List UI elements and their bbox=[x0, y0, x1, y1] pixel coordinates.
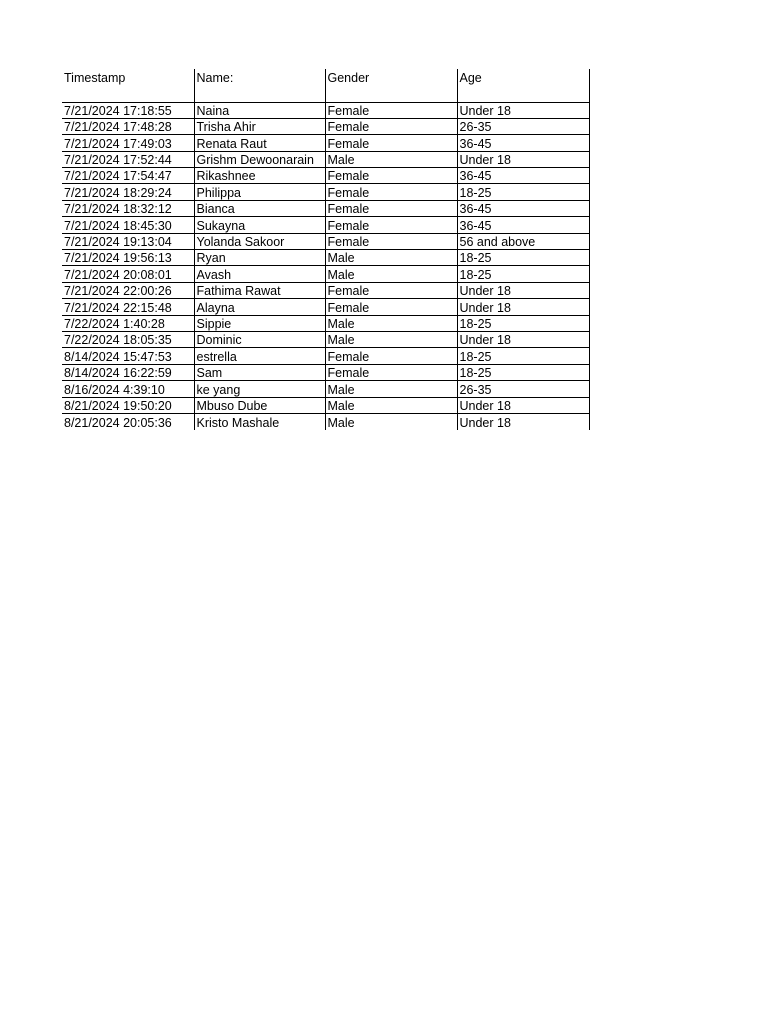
cell-gender: Male bbox=[325, 266, 457, 282]
cell-name: Yolanda Sakoor bbox=[194, 233, 325, 249]
header-age: Age bbox=[457, 69, 589, 102]
cell-age: Under 18 bbox=[457, 331, 589, 347]
cell-name: Kristo Mashale bbox=[194, 413, 325, 429]
cell-gender: Female bbox=[325, 102, 457, 118]
cell-timestamp: 7/21/2024 17:52:44 bbox=[62, 151, 194, 167]
cell-age: 36-45 bbox=[457, 135, 589, 151]
header-row bbox=[62, 69, 589, 102]
cell-name: Sippie bbox=[194, 315, 325, 331]
cell-timestamp: 8/21/2024 20:05:36 bbox=[64, 415, 172, 430]
table-row bbox=[62, 299, 589, 315]
cell-name: Alayna bbox=[194, 299, 325, 315]
cell-gender: Male bbox=[325, 331, 457, 347]
cell-name: Trisha Ahir bbox=[194, 118, 325, 134]
cell-age: Under 18 bbox=[457, 299, 589, 315]
cell-age: 36-45 bbox=[457, 168, 589, 184]
cell-age: 18-25 bbox=[457, 315, 589, 331]
cell-timestamp: 7/21/2024 18:45:30 bbox=[62, 217, 194, 233]
table-row bbox=[62, 381, 589, 397]
cell-name: Renata Raut bbox=[194, 135, 325, 151]
cell-timestamp: 7/21/2024 17:18:55 bbox=[62, 102, 194, 118]
cell-age: 18-25 bbox=[457, 250, 589, 266]
cell-gender: Female bbox=[325, 200, 457, 216]
cell-timestamp: 7/21/2024 19:13:04 bbox=[62, 233, 194, 249]
cell-gender: Male bbox=[325, 397, 457, 413]
table-row bbox=[62, 233, 589, 249]
cell-gender: Female bbox=[325, 299, 457, 315]
cell-age: Under 18 bbox=[457, 282, 589, 298]
cell-name: Ryan bbox=[194, 250, 325, 266]
cell-timestamp: 8/14/2024 16:22:59 bbox=[62, 364, 194, 380]
cell-timestamp: 7/21/2024 19:56:13 bbox=[62, 250, 194, 266]
cell-gender: Male bbox=[325, 250, 457, 266]
table-row bbox=[62, 151, 589, 167]
cell-age: Under 18 bbox=[457, 102, 589, 118]
cell-gender: Female bbox=[325, 348, 457, 364]
cell-timestamp: 7/21/2024 17:54:47 bbox=[62, 168, 194, 184]
cell-timestamp: 7/22/2024 18:05:35 bbox=[62, 331, 194, 347]
cell-name: Dominic bbox=[194, 331, 325, 347]
table-header bbox=[62, 69, 589, 102]
table-row bbox=[62, 118, 589, 134]
table-row bbox=[62, 348, 589, 364]
cell-gender: Male bbox=[325, 315, 457, 331]
cell-gender: Male bbox=[325, 151, 457, 167]
cell-name: estrella bbox=[194, 348, 325, 364]
cell-age: 36-45 bbox=[457, 200, 589, 216]
cell-timestamp: 8/14/2024 15:47:53 bbox=[62, 348, 194, 364]
table-row bbox=[62, 315, 589, 331]
cell-name: ke yang bbox=[194, 381, 325, 397]
cell-gender: Female bbox=[325, 118, 457, 134]
cell-timestamp: 8/16/2024 4:39:10 bbox=[62, 381, 194, 397]
cell-gender: Female bbox=[325, 184, 457, 200]
header-gender: Gender bbox=[325, 69, 457, 102]
cell-name: Philippa bbox=[194, 184, 325, 200]
cell-gender: Female bbox=[325, 217, 457, 233]
table-row bbox=[62, 266, 589, 282]
cell-name: Sukayna bbox=[194, 217, 325, 233]
table-row bbox=[62, 282, 589, 298]
cell-age: 26-35 bbox=[457, 118, 589, 134]
cell-gender: Female bbox=[325, 282, 457, 298]
table-row bbox=[62, 217, 589, 233]
cell-timestamp: 7/22/2024 1:40:28 bbox=[62, 315, 194, 331]
cell-age: 56 and above bbox=[457, 233, 589, 249]
cell-gender: Male bbox=[325, 381, 457, 397]
cell-name: Bianca bbox=[194, 200, 325, 216]
cell-gender: Female bbox=[325, 233, 457, 249]
table-row bbox=[62, 102, 589, 118]
cell-name: Sam bbox=[194, 364, 325, 380]
cell-age: 18-25 bbox=[457, 266, 589, 282]
cell-timestamp: 7/21/2024 20:08:01 bbox=[62, 266, 194, 282]
cell-name: Rikashnee bbox=[194, 168, 325, 184]
table-row bbox=[62, 364, 589, 380]
table-body bbox=[62, 102, 589, 430]
cell-name: Grishm Dewoonarain bbox=[194, 151, 325, 167]
header-name: Name: bbox=[194, 69, 325, 102]
cell-age: Under 18 bbox=[457, 413, 589, 429]
spreadsheet-page bbox=[62, 69, 590, 430]
cell-timestamp: 7/21/2024 18:32:12 bbox=[62, 200, 194, 216]
table-row bbox=[62, 331, 589, 347]
responses-table bbox=[62, 69, 590, 430]
cell-age: 36-45 bbox=[457, 217, 589, 233]
cell-name: Mbuso Dube bbox=[194, 397, 325, 413]
cell-age: 26-35 bbox=[457, 381, 589, 397]
cell-name: Avash bbox=[194, 266, 325, 282]
cell-name: Naina bbox=[194, 102, 325, 118]
cell-name: Fathima Rawat bbox=[194, 282, 325, 298]
cell-age: Under 18 bbox=[457, 151, 589, 167]
cell-timestamp: 7/21/2024 22:00:26 bbox=[62, 282, 194, 298]
cell-gender: Male bbox=[325, 413, 457, 429]
cell-age: 18-25 bbox=[457, 364, 589, 380]
cell-timestamp: 7/21/2024 18:29:24 bbox=[62, 184, 194, 200]
table-row bbox=[62, 413, 589, 429]
cell-timestamp: 7/21/2024 22:15:48 bbox=[62, 299, 194, 315]
table-row bbox=[62, 168, 589, 184]
table-row bbox=[62, 184, 589, 200]
table-row bbox=[62, 200, 589, 216]
cell-timestamp: 7/21/2024 17:48:28 bbox=[62, 118, 194, 134]
header-timestamp: Timestamp bbox=[62, 69, 194, 102]
cell-age: 18-25 bbox=[457, 348, 589, 364]
cell-age: 18-25 bbox=[457, 184, 589, 200]
table-row bbox=[62, 250, 589, 266]
cell-timestamp: 8/21/2024 19:50:20 bbox=[62, 397, 194, 413]
cell-gender: Female bbox=[325, 135, 457, 151]
cell-timestamp: 7/21/2024 17:49:03 bbox=[62, 135, 194, 151]
table-row bbox=[62, 397, 589, 413]
cell-gender: Female bbox=[325, 168, 457, 184]
table-row bbox=[62, 135, 589, 151]
cell-age: Under 18 bbox=[457, 397, 589, 413]
cell-gender: Female bbox=[325, 364, 457, 380]
